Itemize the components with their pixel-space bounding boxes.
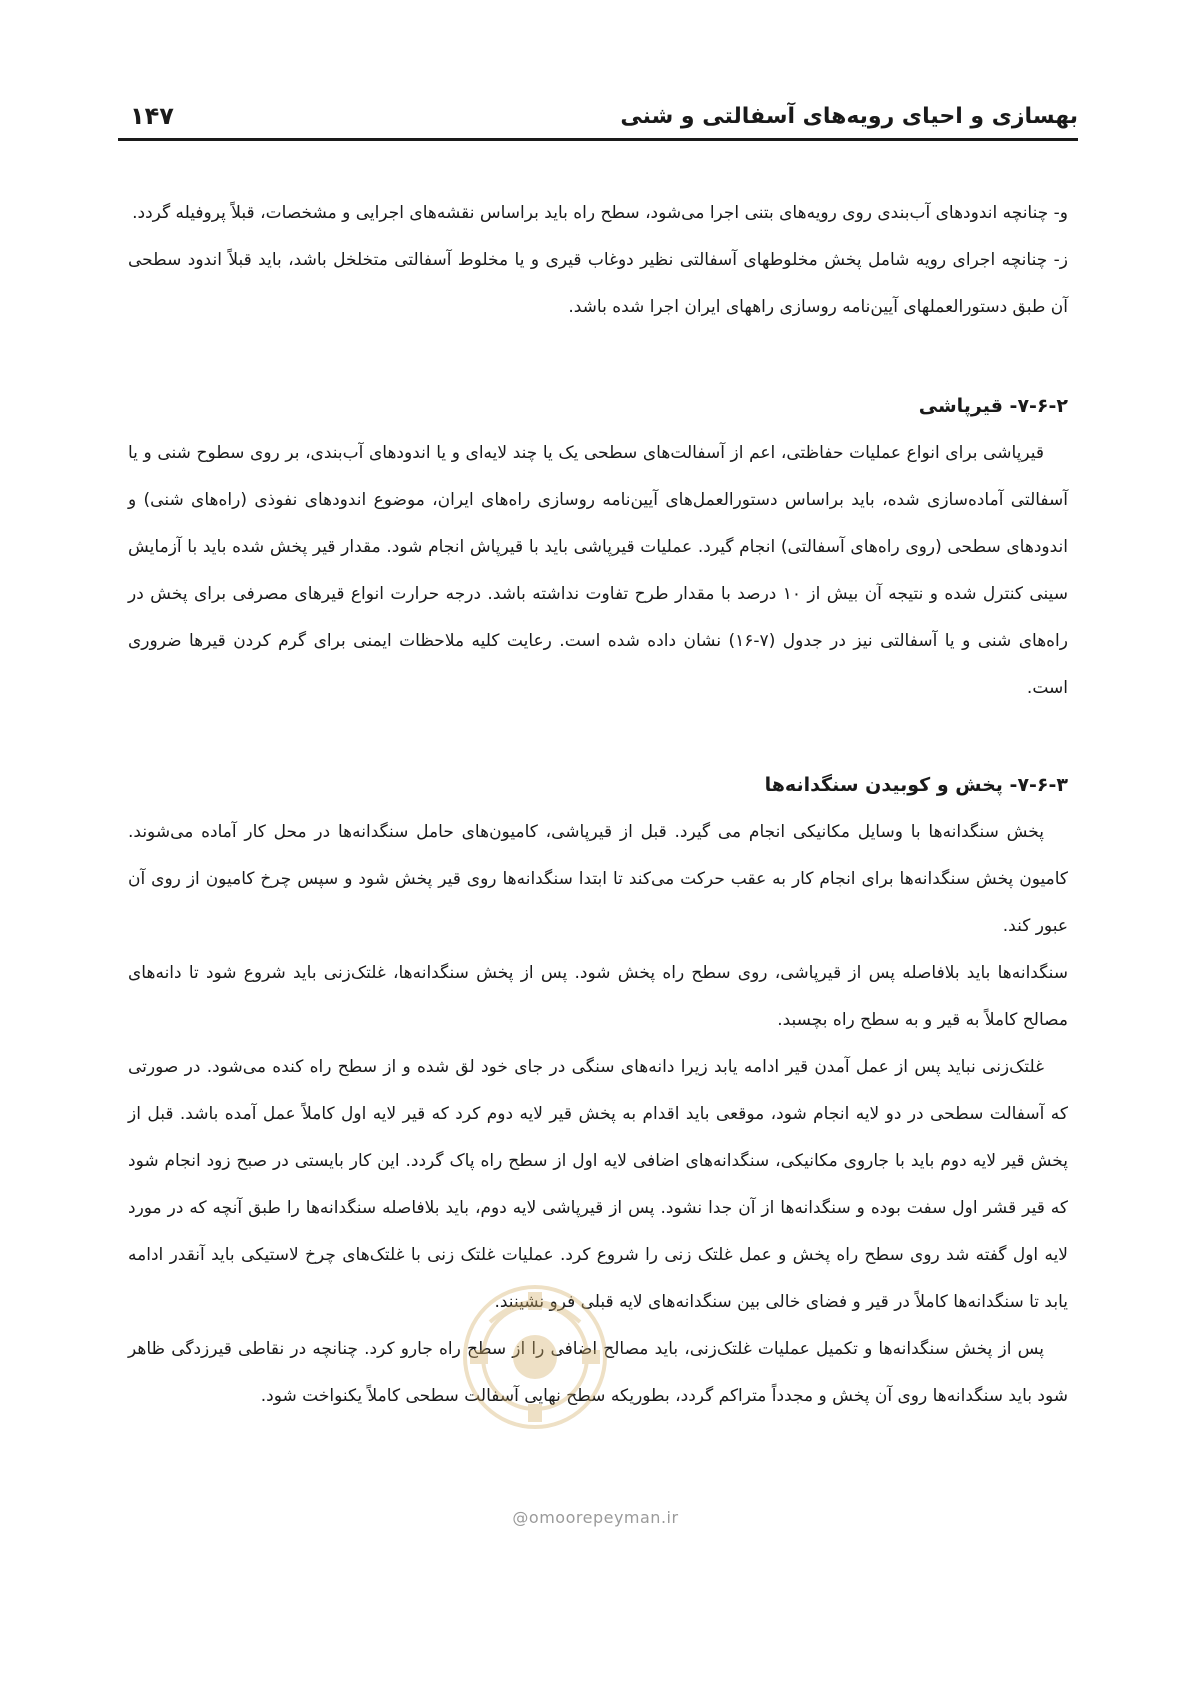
running-title: بهسازی و احیای رویه‌های آسفالتی و شنی xyxy=(620,104,1078,129)
section-heading-qirpashi: ۷-۶-۲- قیرپاشی xyxy=(918,395,1068,417)
page-number: ۱۴۷ xyxy=(130,102,174,130)
page-header xyxy=(118,96,1078,146)
section-heading-pakhsh: ۷-۶-۳- پخش و کوبیدن سنگدانه‌ها xyxy=(764,774,1068,796)
header-rule xyxy=(118,138,1078,141)
paragraph-ze: ز- چنانچه اجرای رویه شامل پخش مخلوطهای آسفالتی نظیر دوغاب قیری و یا مخلوط آسفالتی متخلخل باشد، باید قبلاً اندود سطحی آن طبق دستورالعملهای آیین‌نامه روسازی راههای ایران اجرا شده باشد. xyxy=(128,250,1068,317)
paragraph-takmil: پس از پخش سنگدانه‌ها و تکمیل عملیات غلتک‌زنی، باید مصالح اضافی را از سطح راه جارو کرد. چنانچه در نقاطی قیرزدگی ظاهر شود باید سنگدانه‌ها روی آن پخش و مجدداً متراکم گردد، بطوریکه سطح نهایی آسفالت سطحی کاملاً یکنواخت شود. xyxy=(128,1339,1068,1406)
watermark-logo-icon xyxy=(450,1262,620,1442)
paragraph-pakhsh: پخش سنگدانه‌ها با وسایل مکانیکی انجام می گیرد. قبل از قیرپاشی، کامیون‌های حامل سنگدانه‌ها در محل کار آماده می‌شوند. کامیون پخش سنگدانه‌ها برای انجام کار به عقب حرکت می‌کند تا ابتدا سنگدانه‌ها روی قیر پخش شود و سپس چرخ کامیون از روی آن عبور کند. xyxy=(128,822,1068,936)
page-body xyxy=(128,190,1068,1420)
paragraph-ghaltak: غلتک‌زنی نباید پس از عمل آمدن قیر ادامه یابد زیرا دانه‌های سنگی در جای خود لق شده و از سطح راه کنده می‌شود. در صورتی که آسفالت سطحی در دو لایه انجام شود، موقعی باید اقدام به پخش قیر لایه دوم کرد که قیر لایه اول کاملاً عمل آمده باشد. قبل از پخش قیر لایه دوم باید با جاروی مکانیکی، سنگدانه‌های اضافی لایه اول از سطح راه پاک گردد. این کار بایستی در صبح زود انجام شود که قیر قشر اول سفت بوده و سنگدانه‌ها از آن جدا نشود. پس از قیرپاشی لایه دوم، باید بلافاصله سنگدانه‌ها را طبق آنچه که در مورد لایه اول گفته شد روی سطح راه پخش و عمل غلتک زنی را شروع کرد. عملیات غلتک زنی با غلتک‌های چرخ لاستیکی باید آنقدر ادامه یابد تا سنگدانه‌ها کاملاً در قیر و فضای خالی بین سنگدانه‌های لایه قبلی فرو نشینند. xyxy=(128,1057,1068,1312)
paragraph-sangdane: سنگدانه‌ها باید بلافاصله پس از قیرپاشی، روی سطح راه پخش شود. پس از پخش سنگدانه‌ها، غلتک‌زنی باید شروع شود تا دانه‌های مصالح کاملاً به قیر و به سطح راه بچسبد. xyxy=(128,963,1068,1030)
paragraph-qirpashi: قیرپاشی برای انواع عملیات حفاظتی، اعم از آسفالت‌های سطحی یک یا چند لایه‌ای و یا اندودهای آب‌بندی، بر روی سطوح شنی و یا آسفالتی آماده‌سازی شده، باید براساس دستورالعمل‌های آیین‌نامه روسازی راه‌های ایران، موضوع اندودهای نفوذی (راه‌های شنی) و اندودهای سطحی (روی راه‌های آسفالتی) انجام گیرد. عملیات قیرپاشی باید با قیرپاش انجام شود. مقدار قیر پخش شده باید با آزمایش سینی کنترل شده و نتیجه آن بیش از ۱۰ درصد با مقدار طرح تفاوت نداشته باشد. درجه حرارت انواع قیرهای مصرفی برای پخش در راه‌های شنی و یا آسفالتی نیز در جدول (۷-۱۶) نشان داده شده است. رعایت کلیه ملاحظات ایمنی برای گرم کردن قیرها ضروری است. xyxy=(128,443,1068,698)
watermark-website: @omoorepeyman.ir xyxy=(512,1508,679,1527)
paragraph-vav: و- چنانچه اندودهای آب‌بندی روی رویه‌های بتنی اجرا می‌شود، سطح راه باید براساس نقشه‌های اجرایی و مشخصات، قبلاً پروفیله گردد. xyxy=(132,203,1068,223)
